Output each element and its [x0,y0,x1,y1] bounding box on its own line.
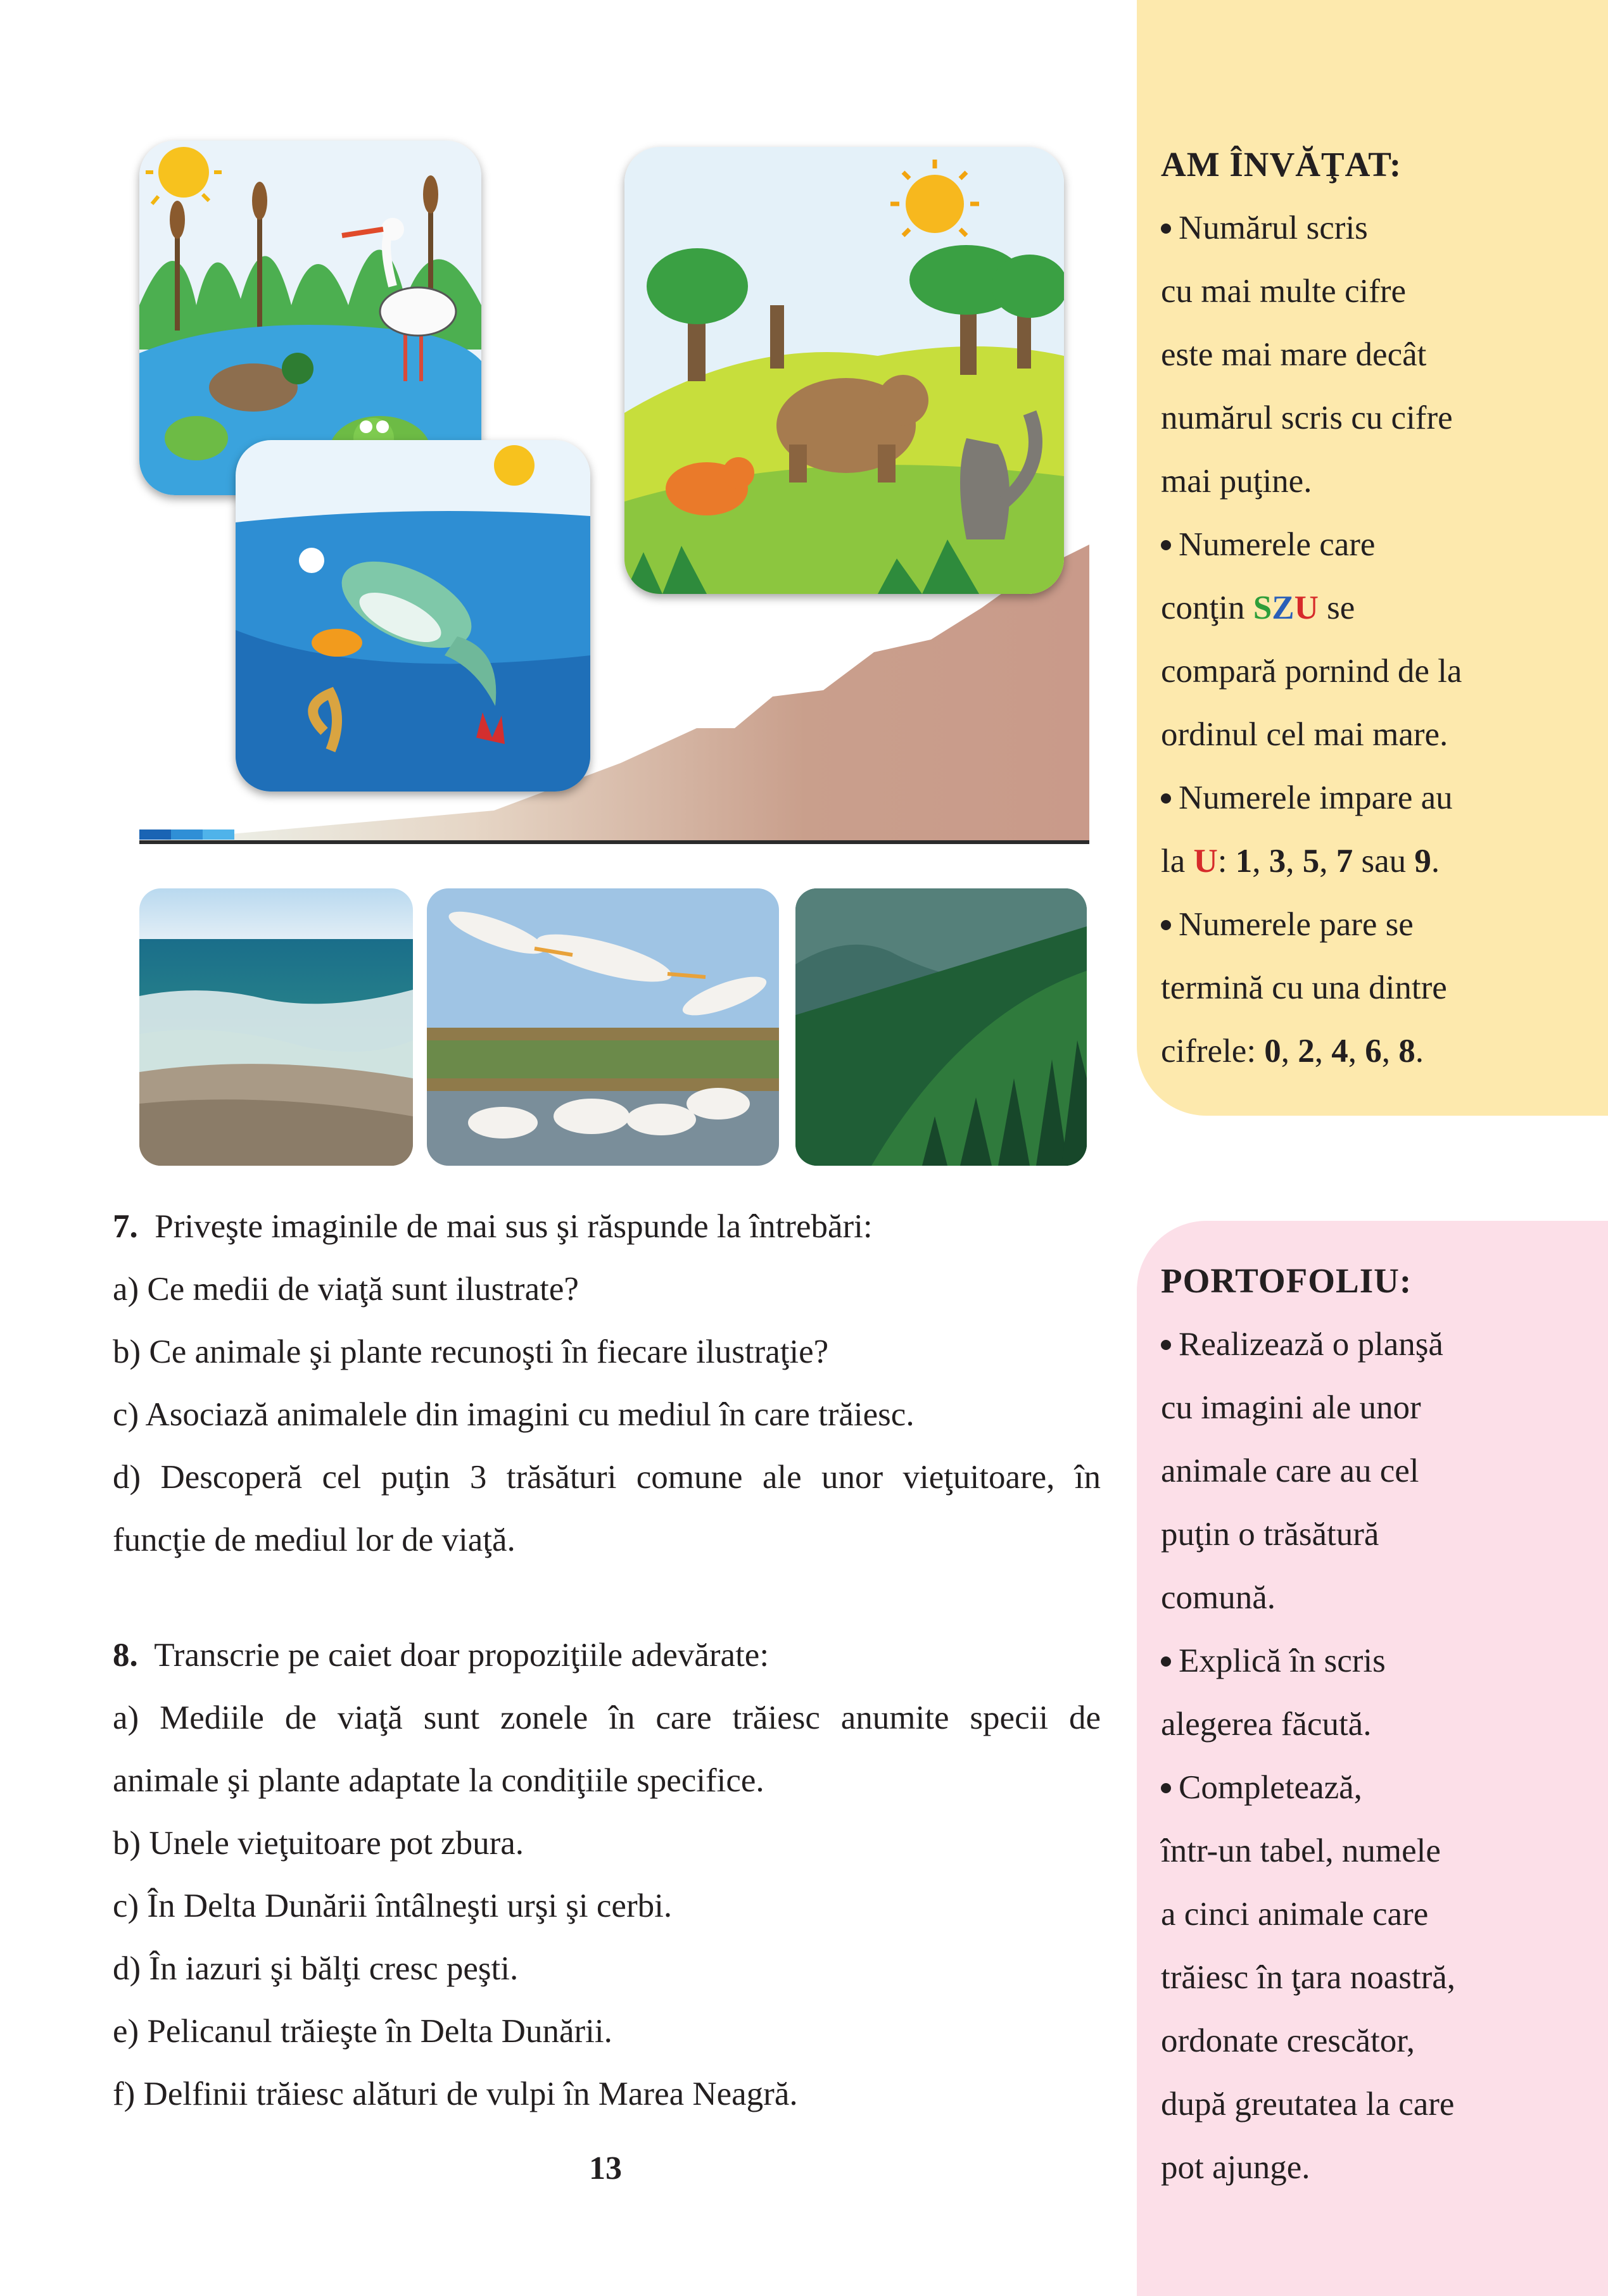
learned-line: compară pornind de la [1161,653,1462,690]
portfolio-line: alegerea făcută. [1161,1706,1372,1743]
exercise-item: a) Mediile de viaţă sunt zonele în care trăiesc anumite specii de [113,1700,1101,1736]
learned-line: Numerele impare au [1161,766,1608,829]
learned-line: termină cu una dintre [1161,969,1447,1006]
exercise-item: b) Unele vieţuitoare pot zbura. [113,1825,524,1862]
bullet-icon [1161,1340,1171,1350]
learned-line: ordinul cel mai mare. [1161,716,1448,753]
portfolio-line: după greutatea la care [1161,2086,1455,2123]
portfolio-heading: PORTOFOLIU: [1161,1261,1412,1300]
exercise-item: c) Asociază animalele din imagini cu mediul în care trăiesc. [113,1396,915,1433]
exercise-7 [113,1195,1101,1572]
mountain-forest-photo [795,888,1087,1166]
portfolio-box [1137,1221,1608,2296]
bullet-icon [1161,793,1171,804]
exercise-item: funcţie de mediul lor de viaţă. [113,1522,516,1558]
learned-line: cu mai multe cifre [1161,273,1407,310]
portfolio-line: Realizează o planşă [1161,1313,1608,1376]
portfolio-line: comună. [1161,1579,1276,1616]
learned-line: la U: 1, 3, 5, 7 sau 9. [1161,843,1440,880]
learned-line: Numerele care [1161,513,1608,576]
bullet-icon [1161,920,1171,930]
learned-line: cifrele: 0, 2, 4, 6, 8. [1161,1033,1424,1069]
learned-line: numărul scris cu cifre [1161,400,1453,436]
forest-illustration [624,147,1064,594]
portfolio-line: animale care au cel [1161,1453,1419,1489]
learned-line: conţin SZU se [1161,590,1355,626]
portfolio-line: a cinci animale care [1161,1896,1429,1933]
bullet-icon [1161,1656,1171,1667]
portfolio-line: într-un tabel, numele [1161,1832,1441,1869]
learned-line: mai puţine. [1161,463,1312,500]
exercise-item: e) Pelicanul trăieşte în Delta Dunării. [113,2013,612,2050]
learned-box [1137,0,1608,1116]
portfolio-line: Completează, [1161,1756,1608,1819]
exercise-prompt: 7. Priveşte imaginile de mai sus şi răspunde la întrebări: [113,1208,873,1245]
exercise-prompt: 8. Transcrie pe caiet doar propoziţiile adevărate: [113,1637,769,1674]
portfolio-line: pot ajunge. [1161,2149,1310,2186]
exercise-item: animale şi plante adaptate la condiţiile specifice. [113,1762,764,1799]
exercise-item: b) Ce animale şi plante recunoşti în fiecare ilustraţie? [113,1334,829,1370]
portfolio-line: Explică în scris [1161,1629,1608,1693]
learned-heading: AM ÎNVĂŢAT: [1161,145,1402,184]
pelicans-photo [427,888,779,1166]
exercise-item: a) Ce medii de viaţă sunt ilustrate? [113,1271,579,1308]
illustrations-area [0,0,1115,1190]
bullet-icon [1161,540,1171,550]
sea-photo [139,888,413,1166]
portfolio-line: ordonate crescător, [1161,2022,1415,2059]
page-number: 13 [589,2150,622,2186]
portfolio-line: cu imagini ale unor [1161,1389,1421,1426]
exercise-item: c) În Delta Dunării întâlneşti urşi şi cerbi. [113,1888,673,1924]
exercise-item: d) În iazuri şi bălţi cresc peşti. [113,1950,519,1987]
exercise-item: f) Delfinii trăiesc alături de vulpi în Marea Neagră. [113,2076,798,2112]
portfolio-line: puţin o trăsătură [1161,1516,1379,1553]
exercise-item: d) Descoperă cel puţin 3 trăsături comune ale unor vieţuitoare, în [113,1459,1101,1496]
sea-illustration [236,440,590,792]
learned-line: este mai mare decât [1161,336,1427,373]
bullet-icon [1161,1783,1171,1793]
learned-line: Numerele pare se [1161,893,1608,956]
learned-line: Numărul scris [1161,196,1608,260]
exercise-8 [113,1624,1101,2126]
portfolio-line: trăiesc în ţara noastră, [1161,1959,1455,1996]
bullet-icon [1161,224,1171,234]
